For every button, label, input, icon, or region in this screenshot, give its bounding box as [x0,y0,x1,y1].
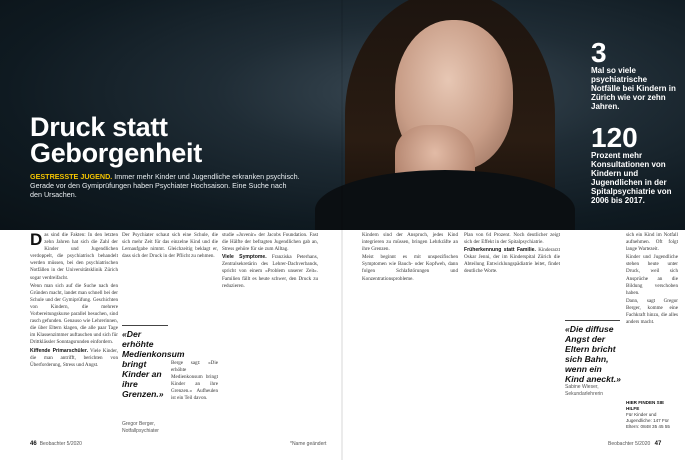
column-paragraph: Berge sagt: «Die erhöhte Medienkonsum bringt Kinder an ihre Grenzen.» Aufheulen ist ein Teil davon. [171,360,218,402]
quote-author: Gregor Berger, [122,421,156,427]
column-paragraph: Plan von 64 Prozent. Noch deutlicher zeigt sich der Effekt in der Spitalpsychiatrie. [464,232,560,246]
subheading: Kiffende Primarschüler. [30,347,88,354]
column-paragraph: Der Psychiater schaut sich eine Schule, die sich mehr Zeit für das einzelne Kind und die Lernaufgabe nimmt. Gleichzeitig beklagt er, dass sich der Druck in der Pflicht zu nehmen. [122,232,218,260]
footer-magazine-right: Beobachter 5/2020 [608,441,651,447]
footer-left [30,441,82,447]
column-paragraph [30,232,118,282]
paragraph-text: Kinderarzt Oskar Jenni, der im Kinderspital Zürich die Abteilung Entwicklungspädiatrie leitet, findet deutliche Worte. [464,247,560,275]
column-paragraph: Kinder und Jugendliche stehen heute unter Druck, weil sich Ansprüche an die Bildung verschoben haben. [626,254,678,296]
stat-number: 3 [591,37,607,68]
subheading: Viele Symptome. [222,254,267,261]
text-column-2 [122,232,218,320]
page-number-right: 47 [654,441,662,447]
column-paragraph: studie «Juvenir» der Jacobs Foundation. Fast die Hälfte der befragten Jugendlichen gab an, Stress gehöre für sie zum Alltag. [222,232,318,253]
headline [30,114,300,166]
column-paragraph [30,348,118,369]
lead-body: Immer mehr Kinder und Jugendliche erkranken psychisch. Gerade vor den Gymiprüfungen haben Psychiater Hochsaison. Eine Suche nach den Ursachen. [30,172,300,199]
column-paragraph [222,254,318,289]
text-column-1 [30,232,118,437]
pull-quote-2: «Die diffuse Angst der Eltern bricht sich Bahn, wenn ein Kind aneckt.» [565,324,621,384]
stat-text: Mal so viele psychiatrische Notfälle bei Kindern in Zürich wie vor zehn Jahren. [591,66,676,111]
stat-number: 120 [591,122,638,153]
stat-text: Prozent mehr Konsultationen von Kindern und Jugendlichen in der Spitalpsychiatrie von 2006 bis 2017. [591,151,672,205]
paragraph-text: Viele Kinder, die man antrifft, berichten von Überforderung, Stress und Angst. [30,347,118,368]
footer-note: *Name geändert [290,441,327,447]
column-paragraph: sich ein Kind im Notfall aufnehmen. Oft folgt lange Wartezeit. [626,232,678,253]
quote-author: Sabine Wieser, [565,384,599,390]
text-column-2b [171,360,218,438]
column-paragraph [464,247,560,275]
stat-box-2 [591,122,677,205]
column-paragraph: Wenn man sich auf die Suche nach den Gründen macht, landet man schnell bei der Schule und der Gymiprüfung. Geschichten von Kindern, die mehrere Vorbereitungskurse parallel besuchen, sind rasch gefunden. Genauso wie Lehrerinnen, die über Eltern klagen, die alle paar Tage im Klassenzimmer auftauchen und sich für Drittklässler Sonntagsrunden einfordern. [30,282,118,346]
quote-rule [122,325,168,326]
page-number-left: 46 [30,441,37,447]
quote-attribution-1 [122,421,170,434]
infobox-text: Für Kinder und Jugendliche: 147 Für Eltern: 0848 35 45 55 [626,412,670,429]
dropcap: D [30,232,43,249]
subheading: Früherkennung statt Familie. [464,247,536,254]
stat-box-1 [591,37,677,111]
quote-role: Sekundarlehrerin [565,390,604,397]
quote-rule [565,320,620,321]
paragraph-text: Franziska Peterhans, Zentralsekretärin des Lehrer-Dachverbands, spricht von einem «Problem unserer Zeit». Familien fällt es heute schwer, den Druck zu reduzieren. [222,254,318,289]
lead-text [30,172,300,199]
headline-line-1: Druck statt [30,112,168,142]
column-paragraph: Kindern sind der Anspruch, jedes Kind integrieren zu müssen, bringen Lehrkräfte an ihre Grenzen. [362,232,458,253]
footer-right [608,441,661,447]
help-infobox [626,400,676,430]
pull-quote-1: «Der erhöhte Medienkonsum bringt Kinder an ihre Grenzen.» [122,329,185,399]
text-column-4 [362,232,458,437]
column-paragraph: Meist beginnt es mit unspezifischen Symptomen wie Bauch- oder Kopfweh, dann folgen Schlafstörungen und Konzentrationsprobleme. [362,254,458,282]
page-gutter [341,0,343,460]
headline-line-2: Geborgenheit [30,138,202,168]
paragraph-text: as sind die Fakten: In den letzten zehn Jahren hat sich die Zahl der Kinder und Jugendlichen verdoppelt, die psychiatrisch behandelt werden müssen, bei den psychiatrischen Notfällen in der Universitätsklinik Zürich sogar verdreifacht. [30,232,118,281]
infobox-title: HIER FINDEN SIE HILFE [626,400,665,411]
lead-kicker: GESTRESSTE JUGEND. [30,172,113,181]
column-paragraph: Dann, sagt Gregor Berger, komme eine Fachkraft hinzu, die alles anders macht. [626,297,678,326]
text-column-3 [222,232,318,437]
footer-magazine-left: Beobachter 5/2020 [39,441,82,447]
text-column-5 [464,232,560,437]
quote-attribution-2 [565,384,623,397]
quote-role: Notfallpsychiater [122,427,159,434]
text-column-6 [626,232,678,397]
